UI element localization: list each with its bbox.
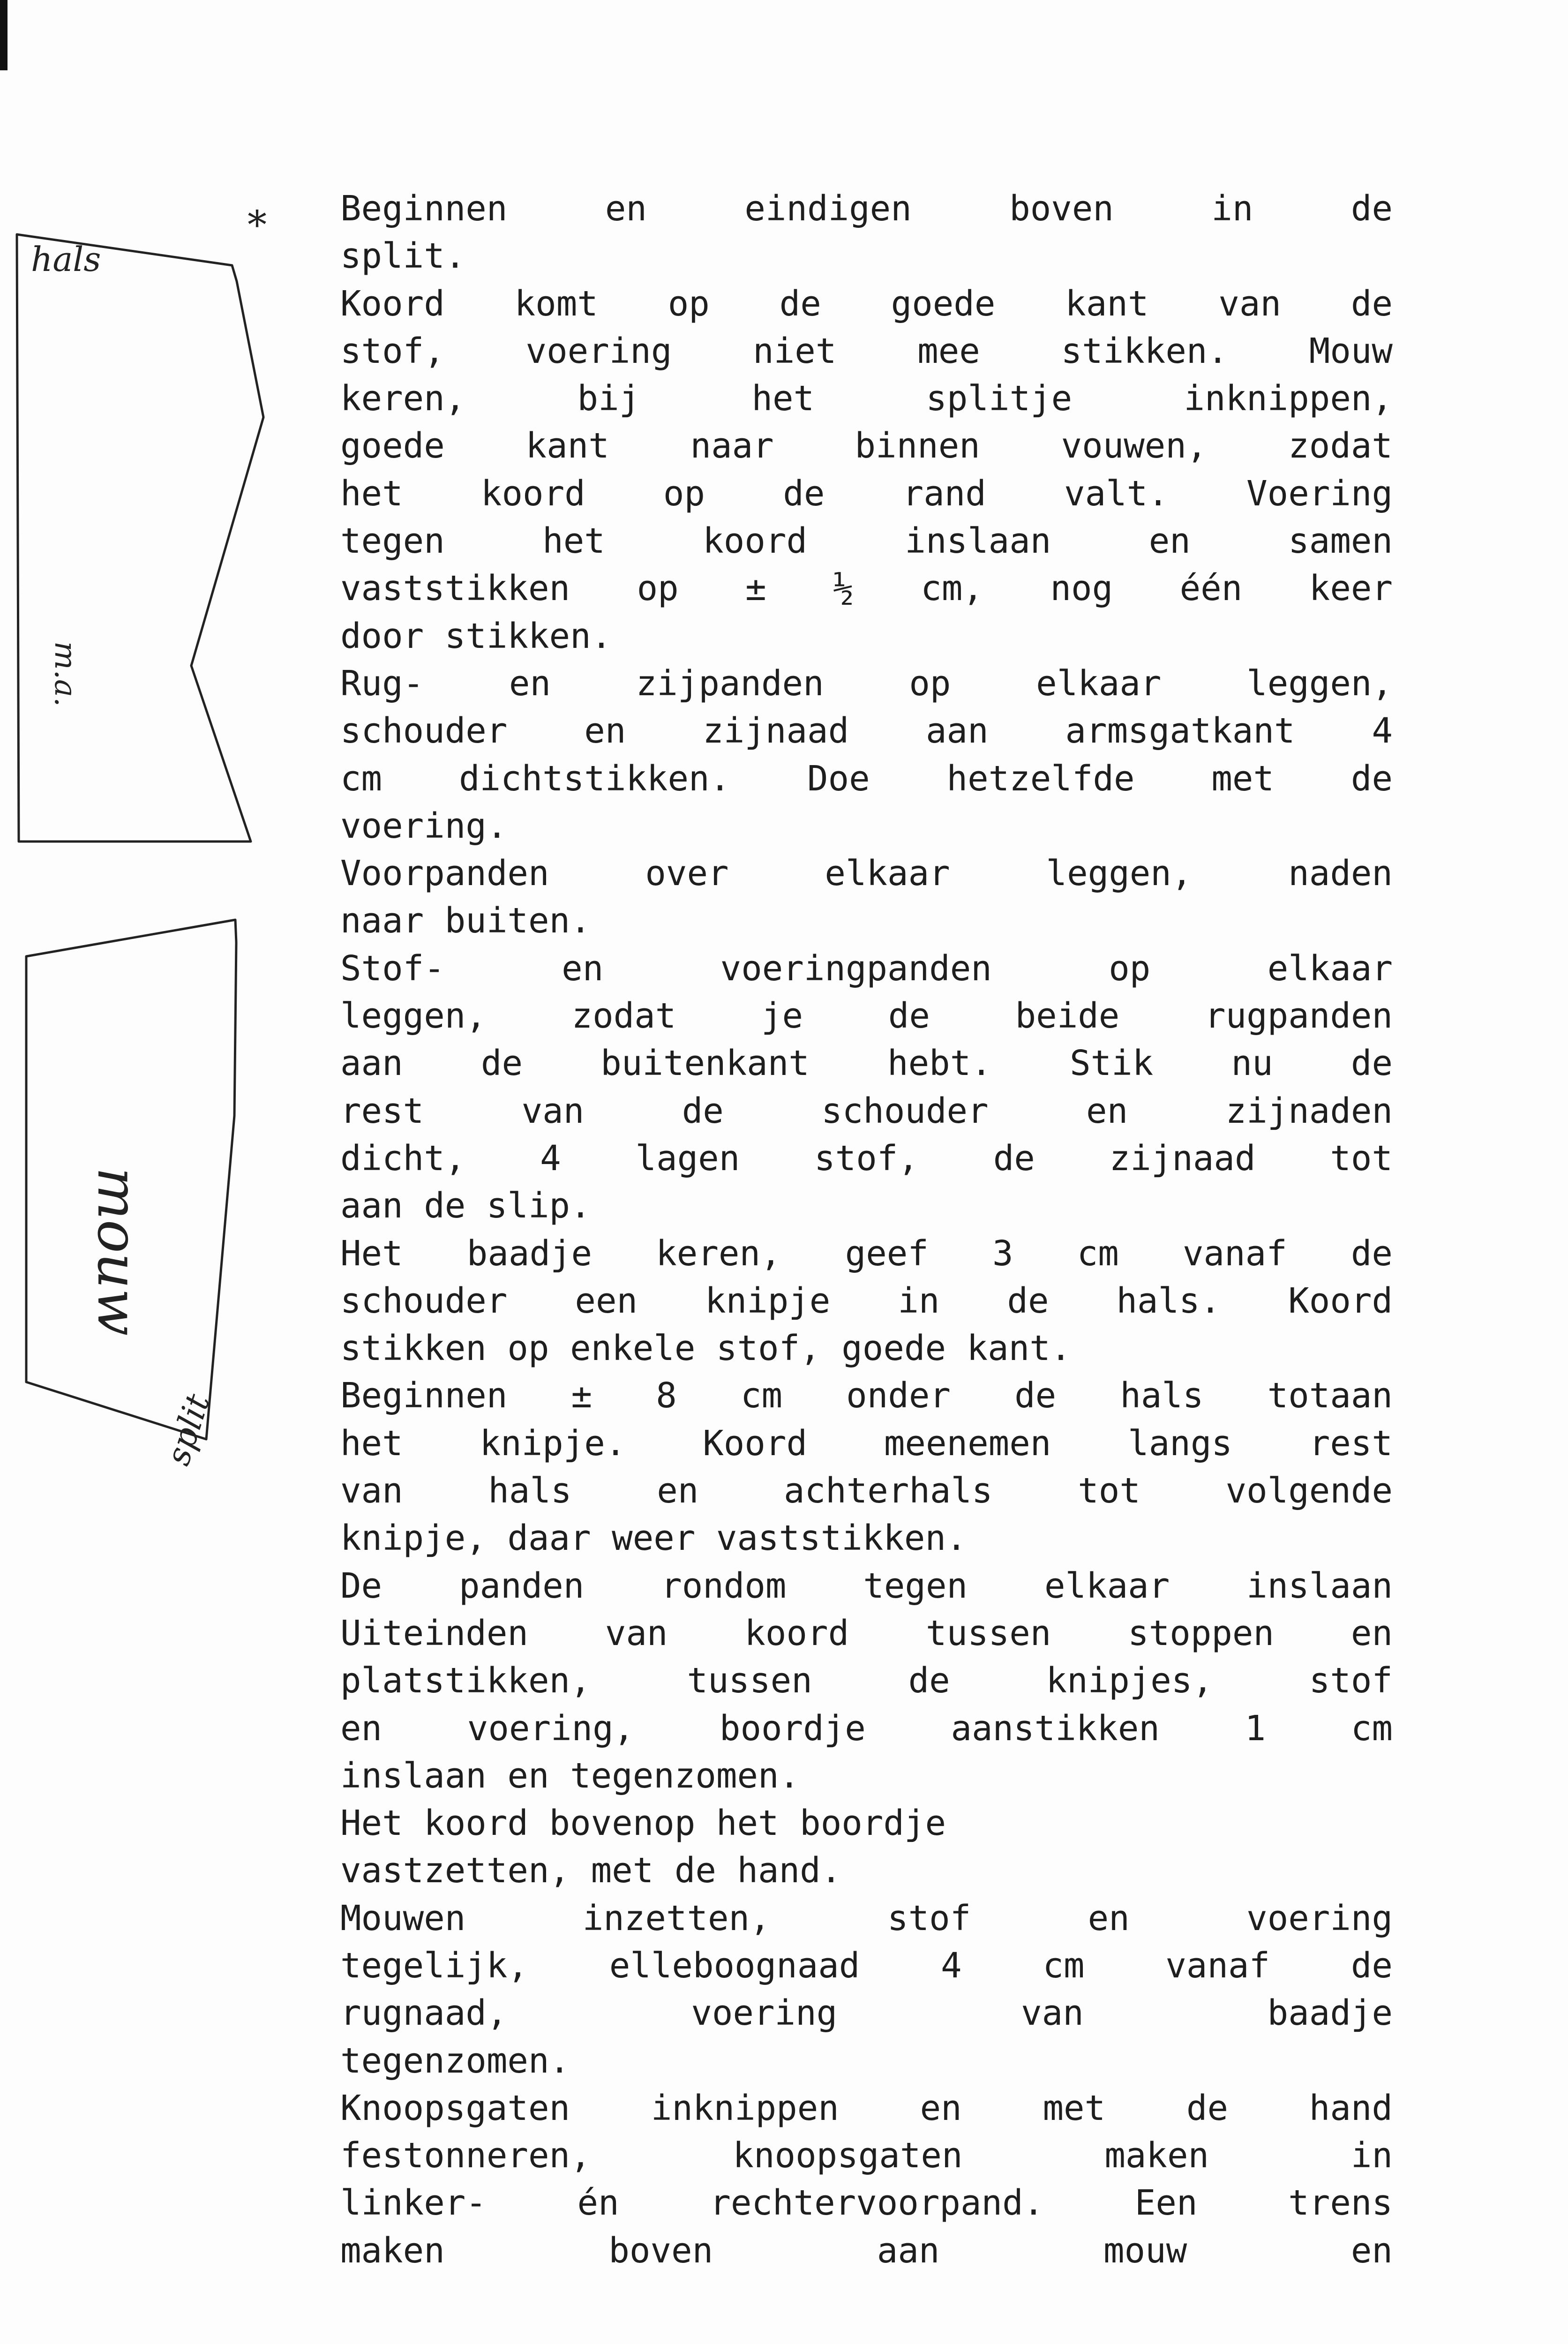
bodice-label-hals: hals	[31, 240, 101, 279]
asterisk-icon	[248, 203, 267, 248]
text-line: inslaan en tegenzomen.	[340, 1755, 800, 1796]
text-line: Het koord bovenop het boordje	[340, 1803, 946, 1844]
text-line: Mouwen inzetten, stof en voering	[340, 1898, 1393, 1938]
text-line: en voering, boordje aanstikken 1 cm	[340, 1708, 1393, 1749]
text-line: schouder en zijnaad aan armsgatkant 4	[340, 711, 1393, 751]
text-line: vaststikken op ± ½ cm, nog één keer	[340, 568, 1393, 609]
text-line: Uiteinden van koord tussen stoppen en	[340, 1613, 1393, 1653]
text-line: aan de slip.	[340, 1186, 591, 1226]
text-line: door stikken.	[340, 616, 612, 656]
text-line: rugnaad, voering van baadje	[340, 1993, 1393, 2034]
text-line: Beginnen ± 8 cm onder de hals totaan	[340, 1375, 1393, 1416]
text-line: dicht, 4 lagen stof, de zijnaad tot	[340, 1138, 1393, 1179]
text-line: aan de buitenkant hebt. Stik nu de	[340, 1043, 1393, 1084]
bodice-label-ma: m.a.	[48, 641, 83, 707]
text-line: maken boven aan mouw en	[340, 2230, 1393, 2271]
text-line: tegelijk, elleboognaad 4 cm vanaf de	[340, 1945, 1393, 1986]
text-line: goede kant naar binnen vouwen, zodat	[340, 426, 1393, 466]
svg-text:*: *	[248, 203, 267, 248]
text-line: Knoopsgaten inknippen en met de hand	[340, 2088, 1393, 2128]
text-line: stof, voering niet mee stikken. Mouw	[340, 331, 1393, 371]
text-line: knipje, daar weer vaststikken.	[340, 1518, 967, 1559]
text-line: voering.	[340, 805, 508, 846]
text-line: split.	[340, 236, 466, 277]
text-line: Stof- en voeringpanden op elkaar	[340, 948, 1393, 989]
text-line: stikken op enkele stof, goede kant.	[340, 1328, 1072, 1369]
text-line: tegen het koord inslaan en samen	[340, 521, 1393, 562]
text-line: van hals en achterhals tot volgende	[340, 1471, 1393, 1511]
text-line: Voorpanden over elkaar leggen, naden	[340, 853, 1393, 894]
bodice-pattern-outline	[17, 234, 263, 841]
text-line: De panden rondom tegen elkaar inslaan	[340, 1565, 1393, 1606]
text-line: schouder een knipje in de hals. Koord	[340, 1280, 1393, 1321]
text-line: cm dichtstikken. Doe hetzelfde met de	[340, 758, 1393, 799]
pattern-sketch	[0, 0, 291, 1500]
text-line: platstikken, tussen de knipjes, stof	[340, 1660, 1393, 1701]
text-line: Rug- en zijpanden op elkaar leggen,	[340, 663, 1393, 704]
text-line: Koord komt op de goede kant van de	[340, 283, 1393, 324]
text-line: festonneren, knoopsgaten maken in	[340, 2135, 1393, 2176]
text-line: naar buiten.	[340, 901, 591, 941]
text-line: leggen, zodat je de beide rugpanden	[340, 996, 1393, 1037]
text-line: Beginnen en eindigen boven in de	[340, 188, 1393, 229]
text-line: keren, bij het splitje inknippen,	[340, 378, 1393, 419]
text-line: Het baadje keren, geef 3 cm vanaf de	[340, 1233, 1393, 1274]
text-line: rest van de schouder en zijnaden	[340, 1090, 1393, 1131]
sleeve-label-mouw: mouw	[85, 1167, 150, 1336]
text-line: linker- én rechtervoorpand. Een trens	[340, 2183, 1393, 2224]
sleeve-label-split: split	[158, 1389, 218, 1470]
text-line: tegenzomen.	[340, 2040, 570, 2081]
text-line: het koord op de rand valt. Voering	[340, 473, 1393, 514]
text-line: vastzetten, met de hand.	[340, 1850, 842, 1891]
text-line: het knipje. Koord meenemen langs rest	[340, 1423, 1393, 1464]
instruction-text	[340, 185, 1393, 2275]
